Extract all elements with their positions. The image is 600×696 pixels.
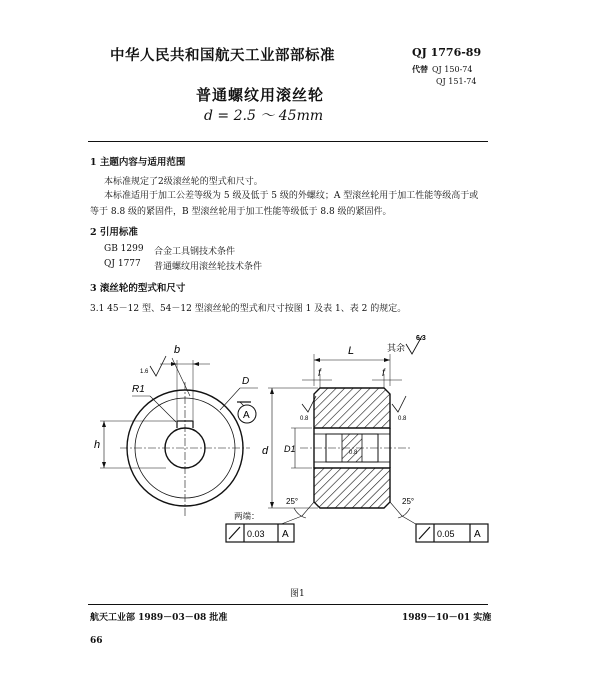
dim-f-label: f [318, 368, 321, 379]
roughness-value: 6.3 [416, 335, 426, 342]
section-1-para-2-line-2: 等于 8.8 级的紧固件，B 型滚丝轮用于加工性能等级低于 8.8 级的紧固件。 [90, 207, 392, 217]
top-rule [88, 141, 488, 142]
roughness-value: 0.8 [398, 416, 407, 422]
section-1-para-2-line-1: 本标准适用于加工公差等级为 5 级及低于 5 级的外螺纹；A 型滚丝轮用于加工性能等级高于或 [104, 191, 479, 201]
roughness-value: 0.8 [349, 450, 358, 456]
page-number: 66 [90, 636, 103, 646]
replaces-prefix: 代替 [412, 64, 428, 74]
tolerance-value: 0.03 [247, 529, 265, 539]
figure-1-drawing [80, 330, 500, 570]
document-range: d = 2.5 ～ 45mm [204, 108, 324, 124]
dim-d-label: d [262, 445, 269, 457]
ref-code: QJ 1777 [104, 259, 141, 269]
tolerance-datum: A [282, 529, 289, 540]
radius-label: R1 [132, 384, 145, 395]
document-title: 普通螺纹用滚丝轮 [196, 86, 325, 104]
datum-A-label: A [243, 410, 250, 421]
ref-title: 合金工具钢技术条件 [154, 247, 236, 257]
both-ends-label: 两端： [234, 511, 260, 521]
section-3-1-text: 3.1 45－12 型、54－12 型滚丝轮的型式和尺寸按图 1 及表 1、表 2 的规定。 [90, 304, 407, 314]
section-view [268, 336, 422, 518]
effective-date: 1989－10－01 实施 [402, 613, 492, 623]
issuing-authority: 中华人民共和国航天工业部部标准 [110, 47, 335, 64]
rest-surfaces-label: 其余 [387, 343, 406, 353]
section-2-heading: 2 引用标准 [90, 227, 138, 238]
approval-date: 航天工业部 1989－03－08 批准 [90, 613, 228, 623]
replaces-item: QJ 151-74 [436, 77, 477, 86]
dim-f-label: f [382, 368, 385, 379]
replaces-block [412, 63, 476, 88]
replaces-item: QJ 150-74 [432, 65, 473, 74]
dim-b-label: b [174, 344, 181, 356]
section-1-para-1: 本标准规定了2级滚丝轮的型式和尺寸。 [104, 177, 263, 187]
dim-D-label: D [242, 376, 250, 387]
standard-number: QJ 1776-89 [412, 46, 482, 59]
angle-label: 25° [286, 497, 299, 506]
ref-title: 普通螺纹用滚丝轮技术条件 [154, 262, 263, 272]
angle-label: 25° [402, 497, 415, 506]
ref-code: GB 1299 [104, 244, 144, 254]
dim-h-label: h [94, 439, 101, 451]
bottom-rule [88, 604, 488, 605]
section-1-heading: 1 主题内容与适用范围 [90, 157, 186, 168]
tolerance-value: 0.05 [437, 529, 455, 539]
figure-caption: 图1 [290, 589, 305, 599]
front-view [100, 356, 258, 516]
dim-D1-label: D1 [284, 444, 296, 454]
dim-L-label: L [348, 345, 355, 357]
roughness-value: 0.8 [300, 416, 309, 422]
section-3-heading: 3 滚丝轮的型式和尺寸 [90, 283, 186, 294]
tolerance-datum: A [474, 529, 481, 540]
roughness-value: 1.6 [140, 369, 149, 375]
